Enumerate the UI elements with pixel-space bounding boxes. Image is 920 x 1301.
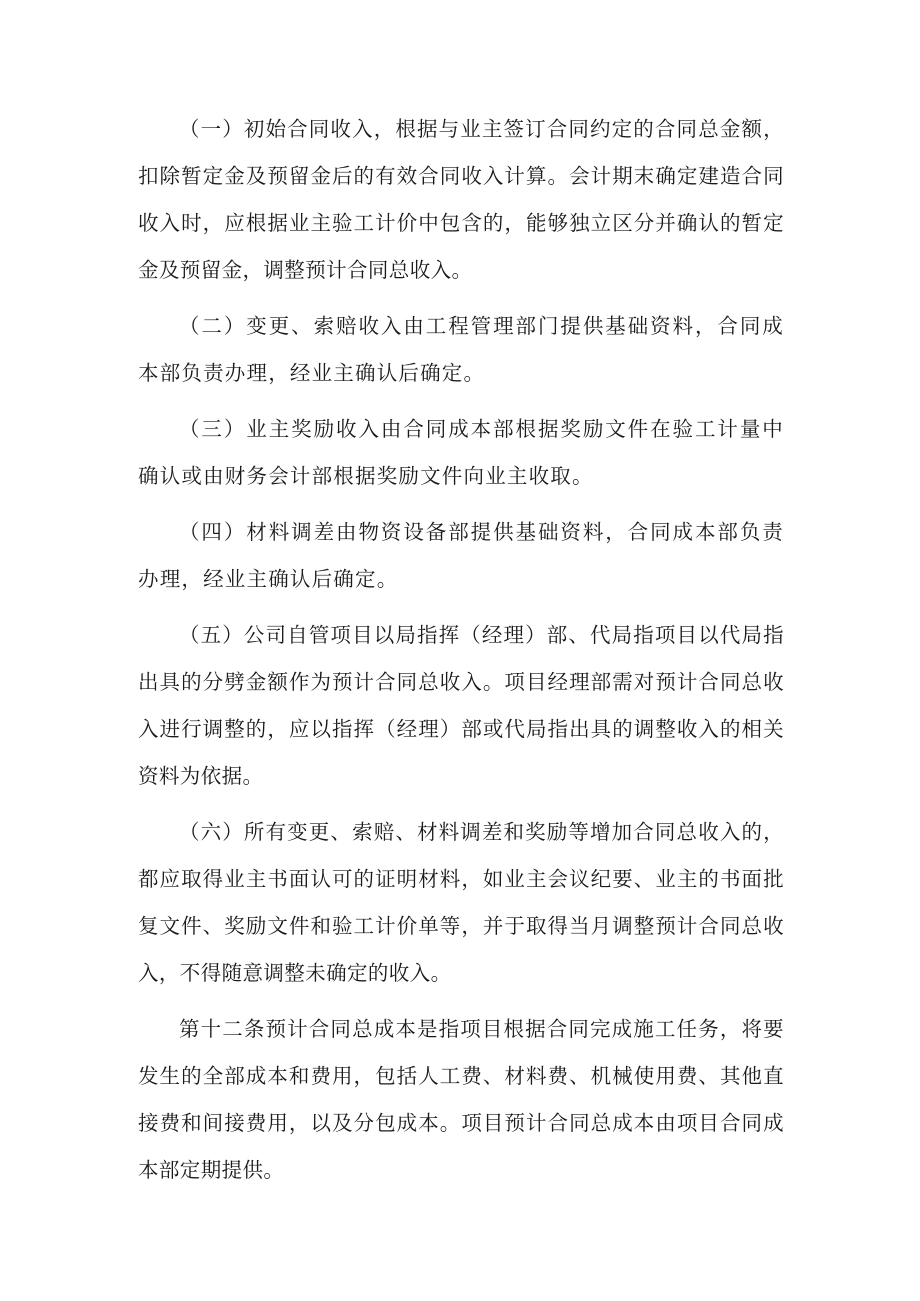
paragraph-change-claim-revenue: （二）变更、索赔收入由工程管理部门提供基础资料，合同成本部负责办理，经业主确认后确定。	[138, 314, 784, 385]
paragraph-self-managed-projects: （五）公司自管项目以局指挥（经理）部、代局指项目以代局指出具的分劈金额作为预计合同总收入。项目经理部需对预计合同总收入进行调整的，应以指挥（经理）部或代局指出具的调整收入的相关资料为依据。	[138, 623, 784, 788]
paragraph-supporting-materials: （六）所有变更、索赔、材料调差和奖励等增加合同总收入的，都应取得业主书面认可的证明材料，如业主会议纪要、业主的书面批复文件、奖励文件和验工计价单等，并于取得当月调整预计合同总收入，不得随意调整未确定的收入。	[138, 820, 784, 985]
paragraph-owner-reward-revenue: （三）业主奖励收入由合同成本部根据奖励文件在验工计量中确认或由财务会计部根据奖励文件向业主收取。	[138, 417, 784, 488]
paragraph-article-twelve-total-cost: 第十二条预计合同总成本是指项目根据合同完成施工任务，将要发生的全部成本和费用，包括人工费、材料费、机械使用费、其他直接费和间接费用，以及分包成本。项目预计合同总成本由项目合同成本部定期提供。	[138, 1017, 784, 1182]
paragraph-material-price-adjustment: （四）材料调差由物资设备部提供基础资料，合同成本部负责办理，经业主确认后确定。	[138, 520, 784, 591]
document-body	[138, 106, 784, 1203]
paragraph-initial-contract-revenue: （一）初始合同收入，根据与业主签订合同约定的合同总金额，扣除暂定金及预留金后的有效合同收入计算。会计期末确定建造合同收入时，应根据业主验工计价中包含的，能够独立区分并确认的暂定金及预留金，调整预计合同总收入。	[138, 117, 784, 282]
